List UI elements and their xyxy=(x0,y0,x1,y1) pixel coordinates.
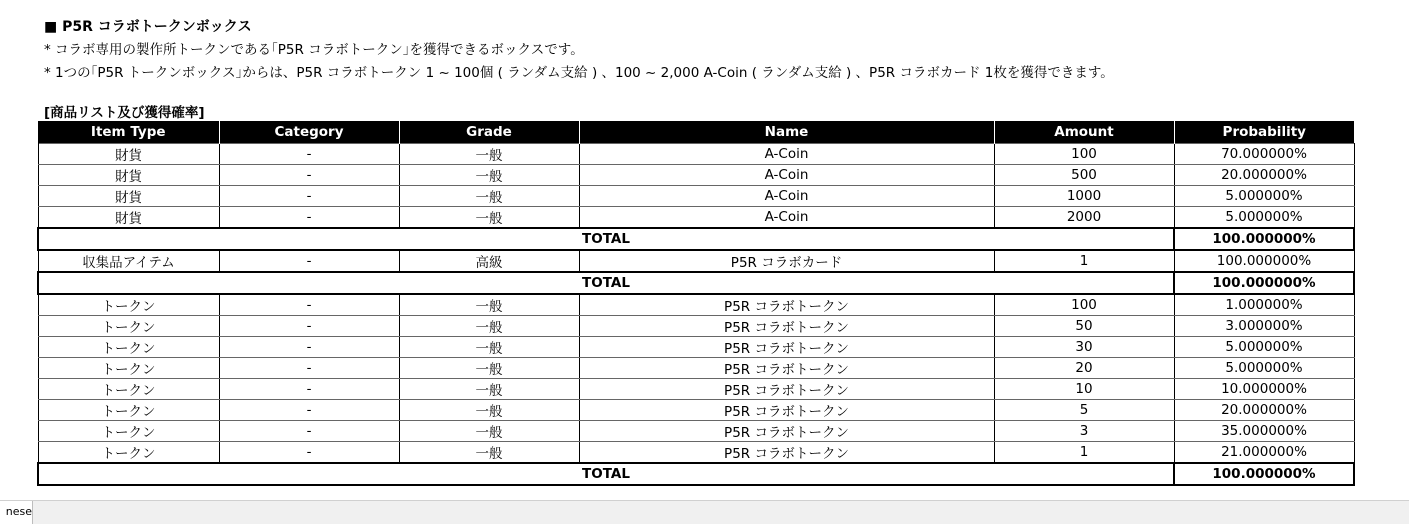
table-cell: P5R コラボトークン xyxy=(579,358,994,379)
table-cell: 1.000000% xyxy=(1174,294,1354,316)
probability-table xyxy=(37,121,1355,486)
table-row xyxy=(38,379,1354,400)
table-cell: P5R コラボトークン xyxy=(579,442,994,464)
total-label: TOTAL xyxy=(38,228,1174,250)
table-row xyxy=(38,207,1354,229)
table-cell: A-Coin xyxy=(579,144,994,165)
table-cell: 70.000000% xyxy=(1174,144,1354,165)
table-cell: P5R コラボトークン xyxy=(579,337,994,358)
table-cell: - xyxy=(219,379,399,400)
table-cell: 高級 xyxy=(399,250,579,272)
table-cell: 収集品アイテム xyxy=(38,250,219,272)
total-row xyxy=(38,272,1354,294)
table-cell: 1 xyxy=(994,442,1174,464)
table-row xyxy=(38,316,1354,337)
table-row xyxy=(38,144,1354,165)
column-header: Name xyxy=(579,121,994,144)
description-line-1: * コラボ専用の製作所トークンである｢P5R コラボトークン｣を獲得できるボックスです。 xyxy=(44,42,584,58)
table-cell: - xyxy=(219,165,399,186)
table-row xyxy=(38,421,1354,442)
column-header: Item Type xyxy=(38,121,219,144)
table-cell: - xyxy=(219,337,399,358)
table-row xyxy=(38,294,1354,316)
table-row xyxy=(38,165,1354,186)
table-cell: 一般 xyxy=(399,442,579,464)
table-cell: 一般 xyxy=(399,379,579,400)
table-cell: 一般 xyxy=(399,186,579,207)
table-body xyxy=(38,144,1354,486)
table-cell: 100 xyxy=(994,294,1174,316)
table-cell: 20.000000% xyxy=(1174,165,1354,186)
total-label: TOTAL xyxy=(38,463,1174,485)
table-cell: 一般 xyxy=(399,294,579,316)
table-cell: 100 xyxy=(994,144,1174,165)
total-label: TOTAL xyxy=(38,272,1174,294)
table-cell: 一般 xyxy=(399,337,579,358)
section-heading: [商品リスト及び獲得確率] xyxy=(44,105,205,121)
table-cell: 一般 xyxy=(399,144,579,165)
total-row xyxy=(38,463,1354,485)
table-cell: トークン xyxy=(38,316,219,337)
table-cell: - xyxy=(219,316,399,337)
table-row xyxy=(38,250,1354,272)
table-cell: 5.000000% xyxy=(1174,358,1354,379)
table-cell: 一般 xyxy=(399,165,579,186)
table-cell: 500 xyxy=(994,165,1174,186)
table-cell: P5R コラボトークン xyxy=(579,421,994,442)
table-cell: - xyxy=(219,186,399,207)
table-cell: 3.000000% xyxy=(1174,316,1354,337)
table-cell: 100.000000% xyxy=(1174,250,1354,272)
table-cell: トークン xyxy=(38,294,219,316)
table-cell: P5R コラボカード xyxy=(579,250,994,272)
table-cell: A-Coin xyxy=(579,186,994,207)
table-cell: - xyxy=(219,250,399,272)
table-cell: P5R コラボトークン xyxy=(579,294,994,316)
table-cell: 10 xyxy=(994,379,1174,400)
table-cell: トークン xyxy=(38,358,219,379)
table-cell: - xyxy=(219,358,399,379)
table-cell: 5.000000% xyxy=(1174,207,1354,229)
table-row xyxy=(38,400,1354,421)
table-cell: 5.000000% xyxy=(1174,186,1354,207)
table-cell: トークン xyxy=(38,379,219,400)
table-cell: A-Coin xyxy=(579,165,994,186)
sheet-tab[interactable]: nese xyxy=(0,501,33,524)
table-cell: P5R コラボトークン xyxy=(579,379,994,400)
table-cell: 10.000000% xyxy=(1174,379,1354,400)
table-cell: - xyxy=(219,294,399,316)
table-cell: 財貨 xyxy=(38,165,219,186)
table-cell: トークン xyxy=(38,337,219,358)
table-cell: 一般 xyxy=(399,421,579,442)
table-cell: 30 xyxy=(994,337,1174,358)
column-header: Amount xyxy=(994,121,1174,144)
table-cell: 20 xyxy=(994,358,1174,379)
table-row xyxy=(38,186,1354,207)
column-header: Grade xyxy=(399,121,579,144)
total-value: 100.000000% xyxy=(1174,228,1354,250)
table-cell: 35.000000% xyxy=(1174,421,1354,442)
table-cell: トークン xyxy=(38,442,219,464)
total-row xyxy=(38,228,1354,250)
table-cell: P5R コラボトークン xyxy=(579,316,994,337)
table-cell: 21.000000% xyxy=(1174,442,1354,464)
status-bar xyxy=(0,500,1409,524)
table-cell: 一般 xyxy=(399,207,579,229)
table-cell: 5 xyxy=(994,400,1174,421)
box-title: ■ P5R コラボトークンボックス xyxy=(44,19,252,35)
table-cell: トークン xyxy=(38,400,219,421)
table-cell: 20.000000% xyxy=(1174,400,1354,421)
table-row xyxy=(38,442,1354,464)
table-cell: 1000 xyxy=(994,186,1174,207)
table-cell: - xyxy=(219,400,399,421)
table-cell: - xyxy=(219,421,399,442)
table-cell: P5R コラボトークン xyxy=(579,400,994,421)
table-cell: 5.000000% xyxy=(1174,337,1354,358)
table-cell: - xyxy=(219,144,399,165)
table-cell: トークン xyxy=(38,421,219,442)
table-cell: - xyxy=(219,207,399,229)
total-value: 100.000000% xyxy=(1174,272,1354,294)
table-row xyxy=(38,358,1354,379)
table-cell: 3 xyxy=(994,421,1174,442)
table-cell: 50 xyxy=(994,316,1174,337)
table-cell: 財貨 xyxy=(38,186,219,207)
table-cell: 財貨 xyxy=(38,144,219,165)
table-cell: 1 xyxy=(994,250,1174,272)
column-header: Category xyxy=(219,121,399,144)
table-cell: 2000 xyxy=(994,207,1174,229)
table-cell: 一般 xyxy=(399,358,579,379)
description-line-2: * 1つの｢P5R トークンボックス｣からは、P5R コラボトークン 1 ~ 100個 ( ランダム支給 ) 、100 ~ 2,000 A-Coin ( ランダム支給 ) 、P5R コラボカード 1枚を獲得できます。 xyxy=(44,65,1114,81)
total-value: 100.000000% xyxy=(1174,463,1354,485)
column-header: Probability xyxy=(1174,121,1354,144)
table-cell: - xyxy=(219,442,399,464)
table-row xyxy=(38,337,1354,358)
table-cell: 一般 xyxy=(399,400,579,421)
table-cell: A-Coin xyxy=(579,207,994,229)
table-cell: 財貨 xyxy=(38,207,219,229)
table-cell: 一般 xyxy=(399,316,579,337)
table-header-row xyxy=(38,121,1354,144)
